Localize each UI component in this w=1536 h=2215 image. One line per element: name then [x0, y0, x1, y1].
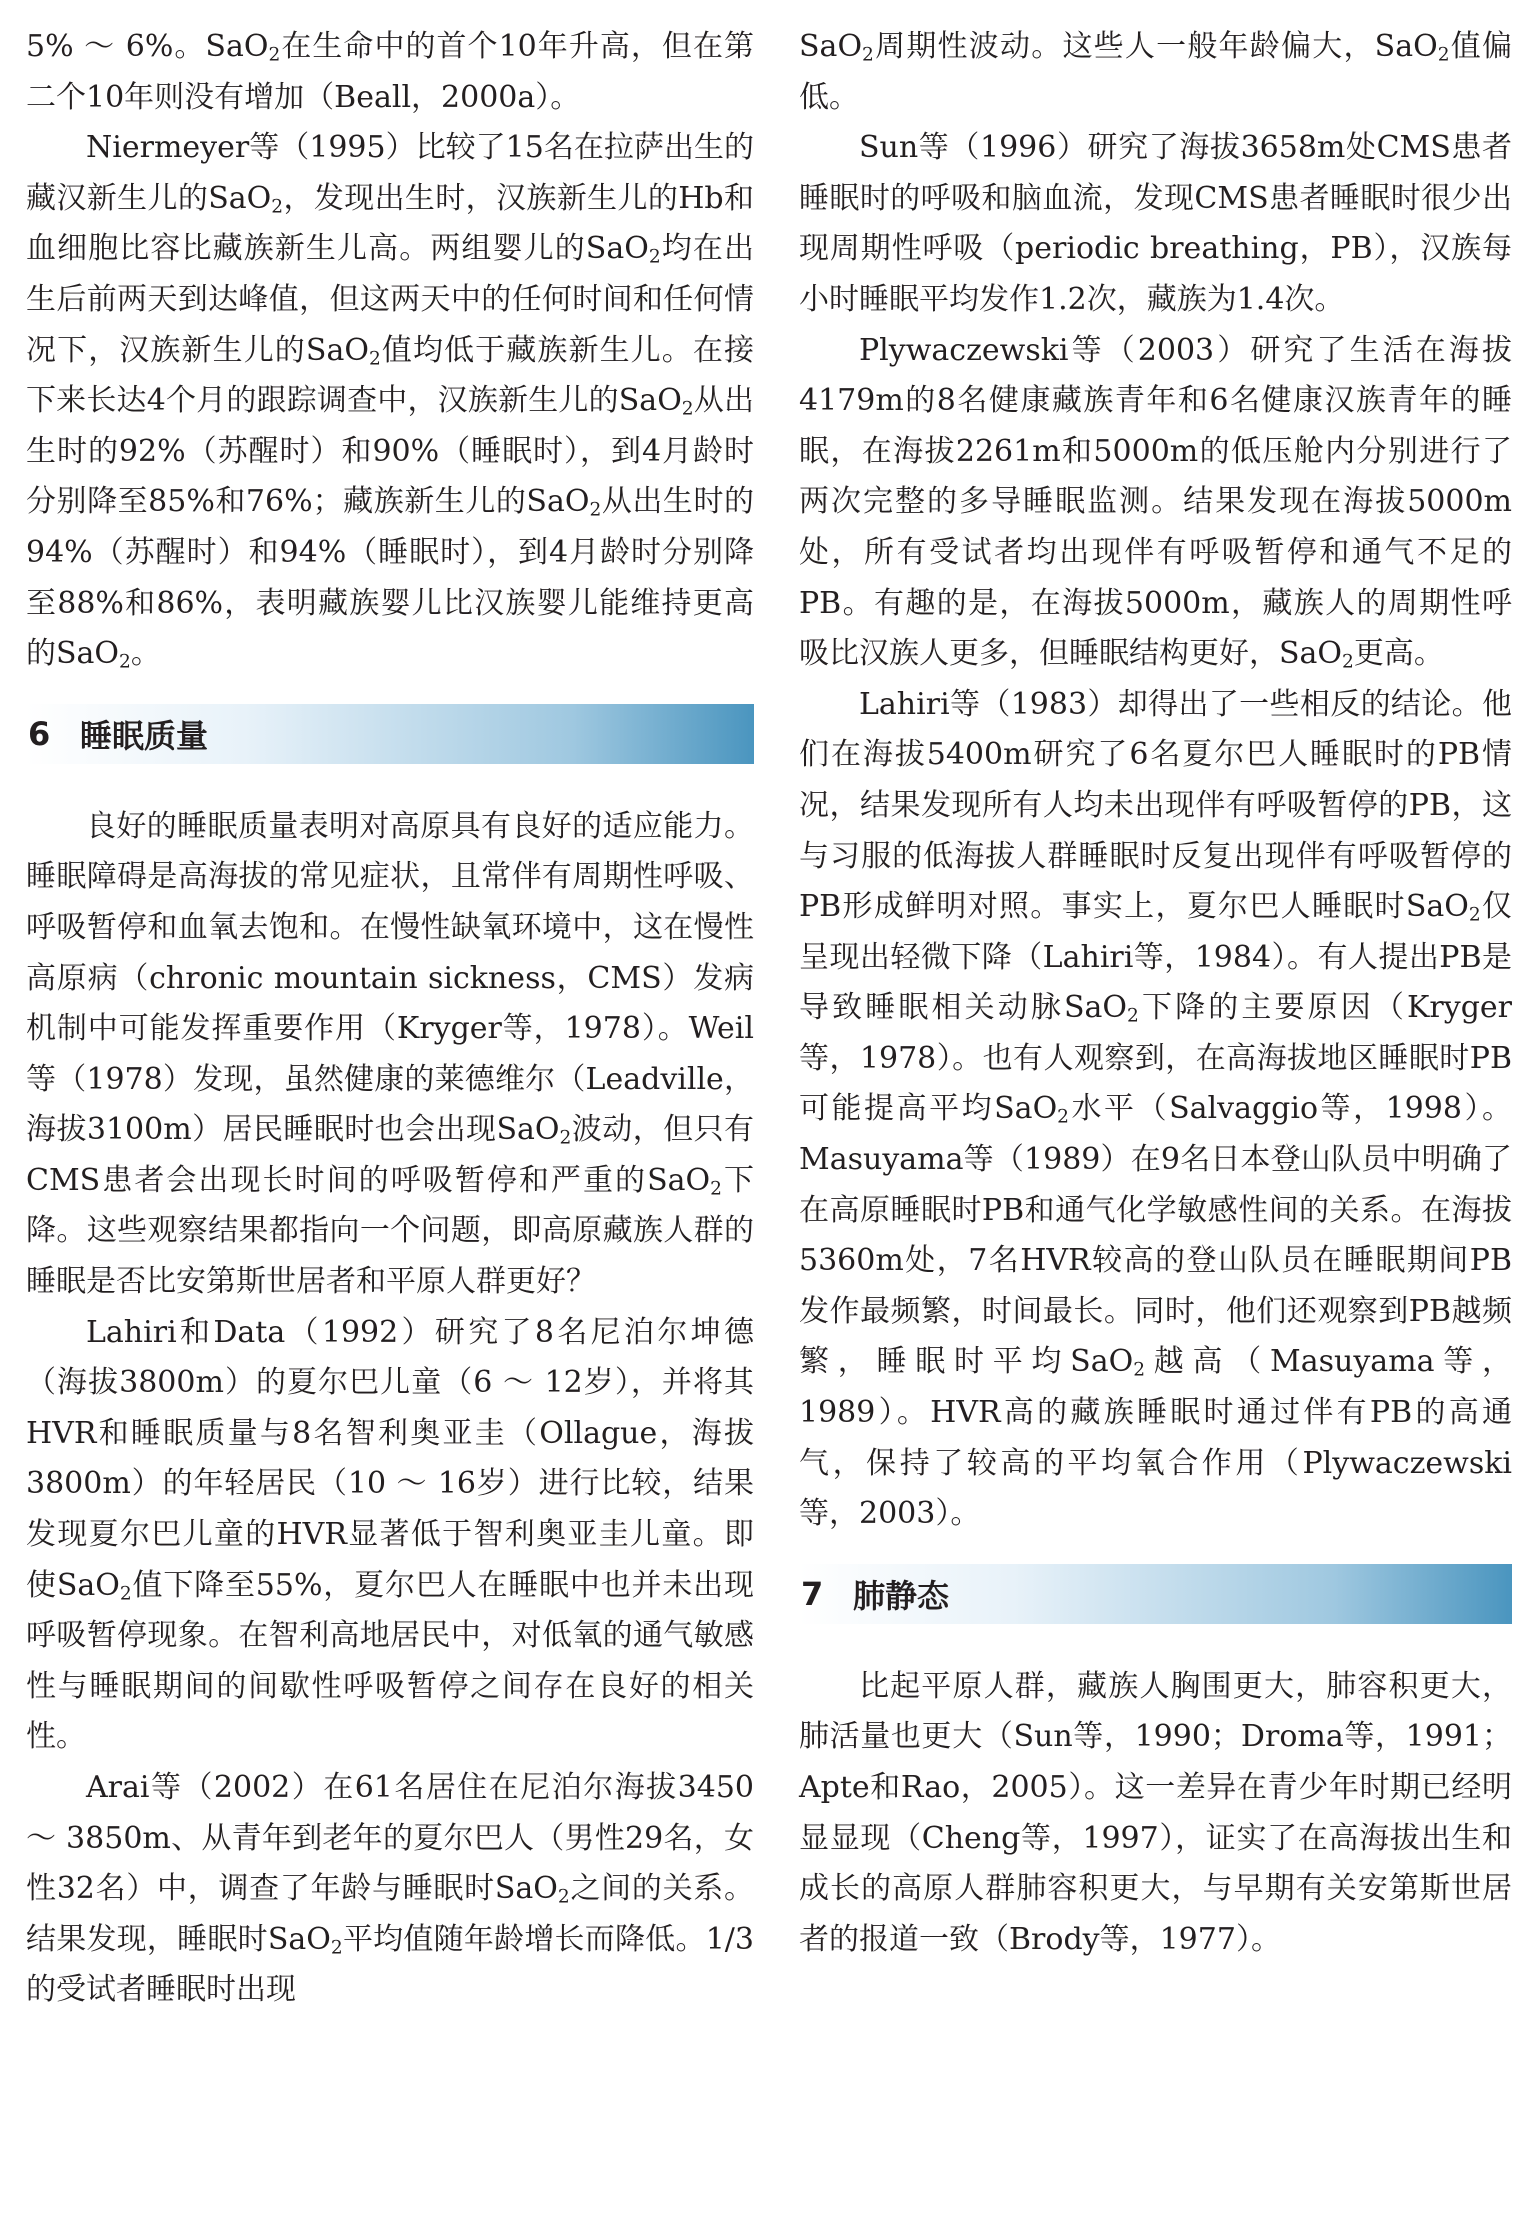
- body-paragraph: Arai等（2002）在61名居住在尼泊尔海拔3450 ～ 3850m、从青年到老年的夏尔巴人（男性29名，女性32名）中，调查了年龄与睡眠时SaO$_2$之间的关系。结果发现，睡眠时SaO$_2$平均值随年龄增长而降低。1/3的受试者睡眠时出现: [26, 1770, 755, 2008]
- section-title: 肺静态: [853, 1576, 950, 1615]
- section-heading: [799, 1564, 1512, 1624]
- section-number: 7: [801, 1574, 824, 1613]
- body-paragraph: SaO$_2$周期性波动。这些人一般年龄偏大，SaO$_2$值偏低。: [799, 29, 1512, 115]
- body-paragraph: 比起平原人群，藏族人胸围更大，肺容积更大，肺活量也更大（Sun等，1990；Droma等，1991；Apte和Rao，2005）。这一差异在青少年时期已经明显显现（Cheng等，1997），证实了在高海拔出生和成长的高原人群肺容积更大，与早期有关安第斯世居者的报道一致（Brody等，1977）。: [799, 1668, 1512, 1957]
- body-paragraph: Niermeyer等（1995）比较了15名在拉萨出生的藏汉新生儿的SaO$_2$，发现出生时，汉族新生儿的Hb和血细胞比容比藏族新生儿高。两组婴儿的SaO$_2$均在出生后前两天到达峰值，但这两天中的任何时间和任何情况下，汉族新生儿的SaO$_2$值均低于藏族新生儿。在接下来长达4个月的跟踪调查中，汉族新生儿的SaO$_2$从出生时的92%（苏醒时）和90%（睡眠时），到4月龄时分别降至85%和76%；藏族新生儿的SaO$_2$从出生时的94%（苏醒时）和94%（睡眠时），到4月龄时分别降至88%和86%，表明藏族婴儿比汉族婴儿能维持更高的SaO$_2$。: [26, 130, 755, 673]
- body-paragraph: 5% ～ 6%。SaO$_2$在生命中的首个10年升高，但在第二个10年则没有增加（Beall，2000a）。: [26, 29, 754, 115]
- body-paragraph: Lahiri等（1983）却得出了一些相反的结论。他们在海拔5400m研究了6名夏尔巴人睡眠时的PB情况，结果发现所有人均未出现伴有呼吸暂停的PB，这与习服的低海拔人群睡眠时反复出现伴有呼吸暂停的PB形成鲜明对照。事实上，夏尔巴人睡眠时SaO$_2$仅呈现出轻微下降（Lahiri等，1984）。有人提出PB是导致睡眠相关动脉SaO$_2$下降的主要原因（Kryger等，1978）。也有人观察到，在高海拔地区睡眠时PB可能提高平均SaO$_2$水平（Salvaggio等，1998）。Masuyama等（1989）在9名日本登山队员中明确了在高原睡眠时PB和通气化学敏感性间的关系。在海拔5360m处，7名HVR较高的登山队员在睡眠期间PB发作最频繁，时间最长。同时，他们还观察到PB越频繁，睡眠时平均SaO$_2$越高（Masuyama等，1989）。HVR高的藏族睡眠时通过伴有PB的高通气，保持了较高的平均氧合作用（Plywaczewski等，2003）。: [799, 686, 1512, 1532]
- body-paragraph: Sun等（1996）研究了海拔3658m处CMS患者睡眠时的呼吸和脑血流，发现CMS患者睡眠时很少出现周期性呼吸（periodic breathing，PB），汉族每小时睡眠平均发作1.2次，藏族为1.4次。: [799, 130, 1512, 317]
- section-number: 6: [28, 714, 51, 753]
- body-paragraph: Lahiri和Data（1992）研究了8名尼泊尔坤德（海拔3800m）的夏尔巴儿童（6 ～ 12岁），并将其HVR和睡眠质量与8名智利奥亚圭（Ollague，海拔3800m）的年轻居民（10 ～ 16岁）进行比较，结果发现夏尔巴儿童的HVR显著低于智利奥亚圭儿童。即使SaO$_2$值下降至55%，夏尔巴人在睡眠中也并未出现呼吸暂停现象。在智利高地居民中，对低氧的通气敏感性与睡眠期间的间歇性呼吸暂停之间存在良好的相关性。: [26, 1314, 754, 1755]
- section-heading: [26, 704, 754, 764]
- body-paragraph: Plywaczewski等（2003）研究了生活在海拔4179m的8名健康藏族青年和6名健康汉族青年的睡眠，在海拔2261m和5000m的低压舱内分别进行了两次完整的多导睡眠监测。结果发现在海拔5000m处，所有受试者均出现伴有呼吸暂停和通气不足的PB。有趣的是，在海拔5000m，藏族人的周期性呼吸比汉族人更多，但睡眠结构更好，SaO$_2$更高。: [799, 332, 1512, 673]
- body-paragraph: 良好的睡眠质量表明对高原具有良好的适应能力。睡眠障碍是高海拔的常见症状，且常伴有周期性呼吸、呼吸暂停和血氧去饱和。在慢性缺氧环境中，这在慢性高原病（chronic mountain sickness，CMS）发病机制中可能发挥重要作用（Kryger等，1978）。Weil等（1978）发现，虽然健康的莱德维尔（Leadville，海拔3100m）居民睡眠时也会出现SaO$_2$波动，但只有CMS患者会出现长时间的呼吸暂停和严重的SaO$_2$下降。这些观察结果都指向一个问题，即高原藏族人群的睡眠是否比安第斯世居者和平原人群更好？: [26, 808, 755, 1300]
- left-column: [26, 22, 754, 2016]
- section-title: 睡眠质量: [80, 716, 209, 755]
- right-column: [799, 22, 1512, 1965]
